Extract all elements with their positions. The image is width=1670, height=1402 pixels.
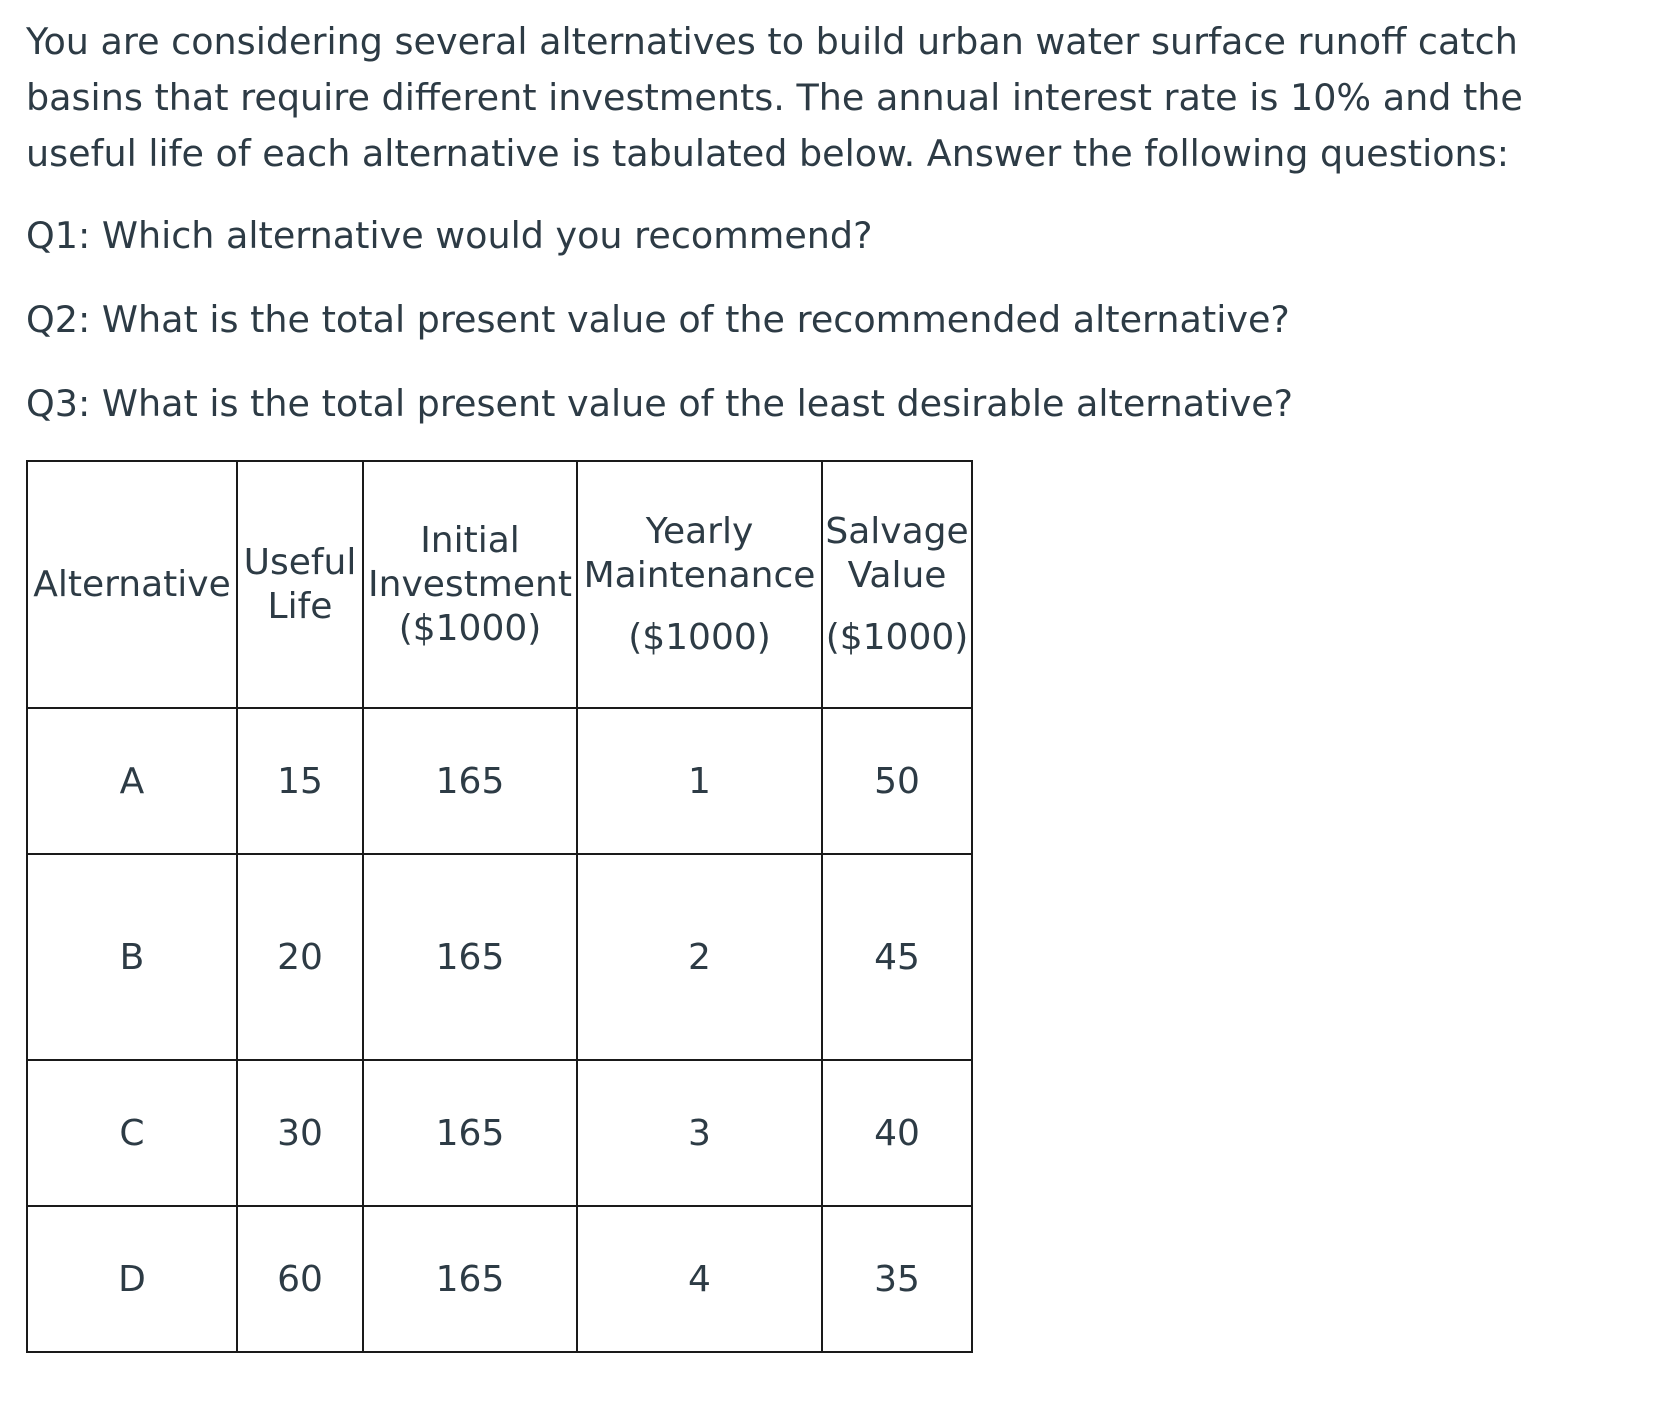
table-row xyxy=(27,708,972,854)
cell-useful-life: 60 xyxy=(237,1206,363,1352)
question-2: Q2: What is the total present value of the recommended alternative? xyxy=(26,298,1290,341)
cell-initial-investment: 165 xyxy=(363,1060,577,1206)
question-1: Q1: Which alternative would you recommend? xyxy=(26,214,873,257)
cell-alternative: C xyxy=(27,1060,237,1206)
header-salvage-value: Salvage Value ($1000) xyxy=(822,461,972,708)
cell-alternative: A xyxy=(27,708,237,854)
table-row xyxy=(27,854,972,1060)
cell-yearly-maintenance: 4 xyxy=(577,1206,822,1352)
question-3: Q3: What is the total present value of the least desirable alternative? xyxy=(26,382,1294,425)
cell-salvage-value: 50 xyxy=(822,708,972,854)
cell-yearly-maintenance: 2 xyxy=(577,854,822,1060)
cell-alternative: B xyxy=(27,854,237,1060)
table-row xyxy=(27,1206,972,1352)
header-yearly-maintenance: Yearly Maintenance ($1000) xyxy=(577,461,822,708)
cell-salvage-value: 45 xyxy=(822,854,972,1060)
cell-salvage-value: 35 xyxy=(822,1206,972,1352)
cell-yearly-maintenance: 1 xyxy=(577,708,822,854)
table-header-row xyxy=(27,461,972,708)
cell-initial-investment: 165 xyxy=(363,854,577,1060)
cell-useful-life: 15 xyxy=(237,708,363,854)
alternatives-table xyxy=(26,460,973,1353)
cell-salvage-value: 40 xyxy=(822,1060,972,1206)
cell-yearly-maintenance: 3 xyxy=(577,1060,822,1206)
header-initial-investment: Initial Investment ($1000) xyxy=(363,461,577,708)
cell-useful-life: 30 xyxy=(237,1060,363,1206)
table-row xyxy=(27,1060,972,1206)
cell-useful-life: 20 xyxy=(237,854,363,1060)
cell-alternative: D xyxy=(27,1206,237,1352)
header-useful-life: Useful Life xyxy=(237,461,363,708)
cell-initial-investment: 165 xyxy=(363,1206,577,1352)
cell-initial-investment: 165 xyxy=(363,708,577,854)
header-alternative: Alternative xyxy=(27,461,237,708)
problem-statement: You are considering several alternatives to build urban water surface runoff catch basins that require different investments. The annual interest rate is 10% and the useful life of each alternative is tabulated below. Answer the following questions: xyxy=(26,20,1523,175)
